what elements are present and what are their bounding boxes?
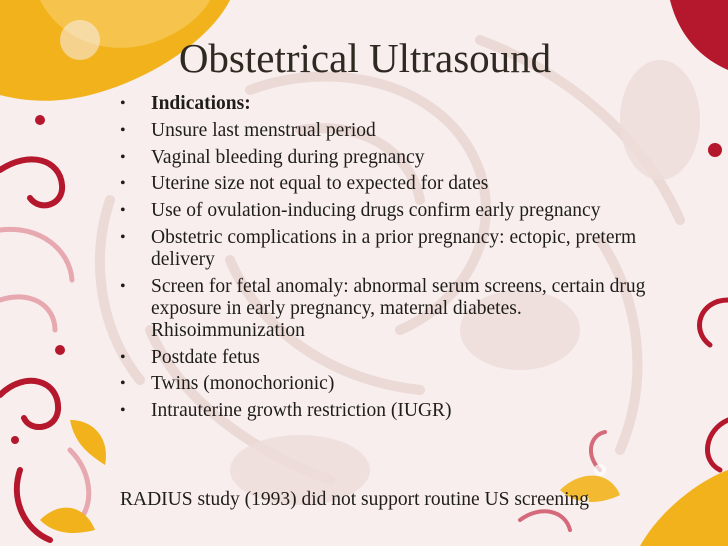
bullet-dot: • (120, 348, 126, 366)
bullet-dot: • (120, 121, 126, 139)
bullet-item (120, 227, 680, 271)
bullet-dot: • (120, 402, 126, 420)
bullet-text: Screen for fetal anomaly: abnormal serum screens, certain drug exposure in early pregnancy, maternal diabetes. Rhisoimmunization (151, 275, 646, 341)
bullet-dot: • (120, 202, 126, 220)
bullet-dot: • (120, 148, 126, 166)
bullet-text: Use of ovulation-inducing drugs confirm early pregnancy (151, 200, 601, 222)
slide-title: Obstetrical Ultrasound (178, 35, 552, 81)
bullet-dot: • (120, 277, 126, 295)
bullet-item (120, 173, 680, 195)
bullet-text: Uterine size not equal to expected for dates (151, 173, 489, 195)
bullet-item (120, 120, 680, 142)
bullet-text: Indications: (151, 93, 251, 114)
bullet-dot: • (120, 175, 126, 193)
bullet-item (120, 93, 680, 115)
bullet-text: Postdate fetus (151, 346, 260, 368)
footer-note: RADIUS study (1993) did not support routine US screening (120, 489, 590, 510)
bullet-text: Unsure last menstrual period (151, 119, 376, 141)
bullet-list (120, 93, 680, 427)
bullet-text: Intrauterine growth restriction (IUGR) (151, 400, 452, 422)
bullet-text: Obstetric complications in a prior pregnancy: ectopic, preterm delivery (151, 226, 637, 270)
bullet-item (120, 200, 680, 222)
bullet-text: Twins (monochorionic) (151, 373, 335, 395)
bullet-text: Vaginal bleeding during pregnancy (151, 146, 425, 168)
bullet-item (120, 373, 680, 395)
bullet-dot: • (120, 375, 126, 393)
bullet-item (120, 347, 680, 369)
bullet-dot: • (120, 95, 126, 112)
bullet-item (120, 400, 680, 422)
bullet-item (120, 276, 680, 342)
bullet-dot: • (120, 228, 126, 246)
bullet-item (120, 147, 680, 169)
